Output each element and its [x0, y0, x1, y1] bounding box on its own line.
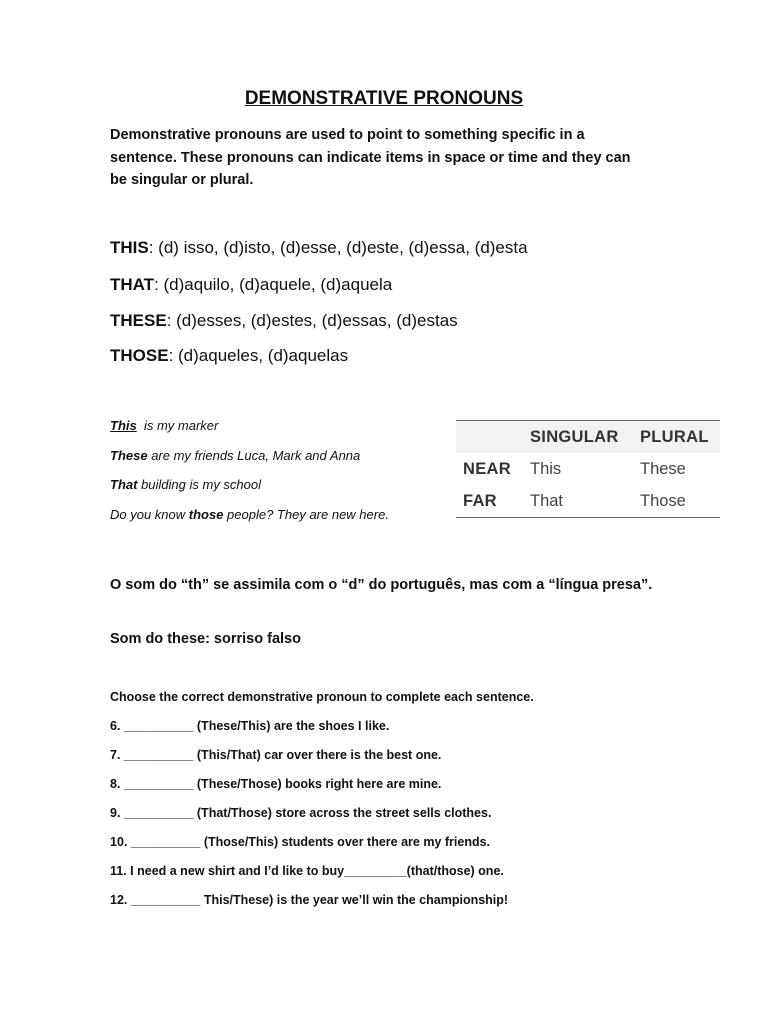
pronoun-word: THAT: [110, 275, 155, 294]
exercise-item: 9. __________ (That/Those) store across the street sells clothes.: [110, 806, 492, 820]
table-row: [456, 453, 720, 485]
example-rest: building is my school: [137, 477, 262, 492]
exercise-instruction: Choose the correct demonstrative pronoun to complete each sentence.: [110, 690, 534, 704]
intro-paragraph: Demonstrative pronouns are used to point to something specific in a sentence. These pronouns can indicate items in space or time and they can be singular or plural.: [110, 127, 631, 188]
pronoun-word: THESE: [110, 311, 167, 330]
table-header-singular: SINGULAR: [523, 421, 633, 454]
pronoun-this-line: [110, 238, 528, 258]
example-sentence: [110, 477, 261, 492]
table-header-row: [456, 421, 720, 454]
exercise-item: 12. __________ This/These) is the year we’ll win the championship!: [110, 893, 509, 907]
demonstrative-table: [456, 420, 720, 518]
pronoun-those-line: [110, 346, 348, 366]
pronoun-forms: : (d)esses, (d)estes, (d)essas, (d)estas: [166, 311, 458, 330]
example-rest: is my marker: [136, 418, 219, 433]
exercise-item: 10. __________ (Those/This) students over there are my friends.: [110, 835, 491, 849]
pronoun-these-line: [110, 311, 458, 331]
example-lead: That: [110, 477, 138, 492]
exercise-item: 6. __________ (These/This) are the shoes I like.: [110, 719, 390, 733]
table-cell-plural: Those: [640, 491, 686, 510]
exercise-item: 7. __________ (This/That) car over there is the best one.: [110, 748, 442, 762]
pronoun-forms: : (d) isso, (d)isto, (d)esse, (d)este, (d)essa, (d)esta: [148, 238, 528, 257]
table-header-empty: [456, 421, 523, 454]
example-sentence: [110, 448, 360, 463]
pronoun-forms: : (d)aquilo, (d)aquele, (d)aquela: [154, 275, 393, 294]
pronoun-word: THOSE: [110, 346, 169, 365]
example-bold: those: [188, 507, 224, 522]
exercise-item: 11. I need a new shirt and I’d like to buy_________(that/those) one.: [110, 864, 504, 878]
table-row-label: NEAR: [463, 459, 511, 478]
example-pre: Do you know: [110, 507, 189, 522]
example-lead: These: [110, 448, 148, 463]
table-header-plural: PLURAL: [633, 421, 720, 454]
pronunciation-tip: Som do these: sorriso falso: [110, 631, 301, 647]
table-cell-singular: That: [530, 491, 564, 510]
exercise-item: 8. __________ (These/Those) books right here are mine.: [110, 777, 442, 791]
page-title: DEMONSTRATIVE PRONOUNS: [244, 88, 524, 109]
table-cell-plural: These: [640, 459, 686, 478]
example-lead: This: [110, 418, 137, 433]
pronoun-that-line: [110, 275, 392, 295]
table-row: [456, 485, 720, 518]
pronoun-forms: : (d)aqueles, (d)aquelas: [168, 346, 349, 365]
example-rest: are my friends Luca, Mark and Anna: [147, 448, 361, 463]
pronoun-word: THIS: [110, 238, 149, 257]
pronunciation-note: O som do “th” se assimila com o “d” do português, mas com a “língua presa”.: [110, 577, 653, 593]
example-sentence: [110, 507, 389, 522]
table-row-label: FAR: [463, 491, 497, 510]
table-cell-singular: This: [530, 459, 562, 478]
example-post: people? They are new here.: [223, 507, 389, 522]
example-sentence: [110, 418, 218, 433]
